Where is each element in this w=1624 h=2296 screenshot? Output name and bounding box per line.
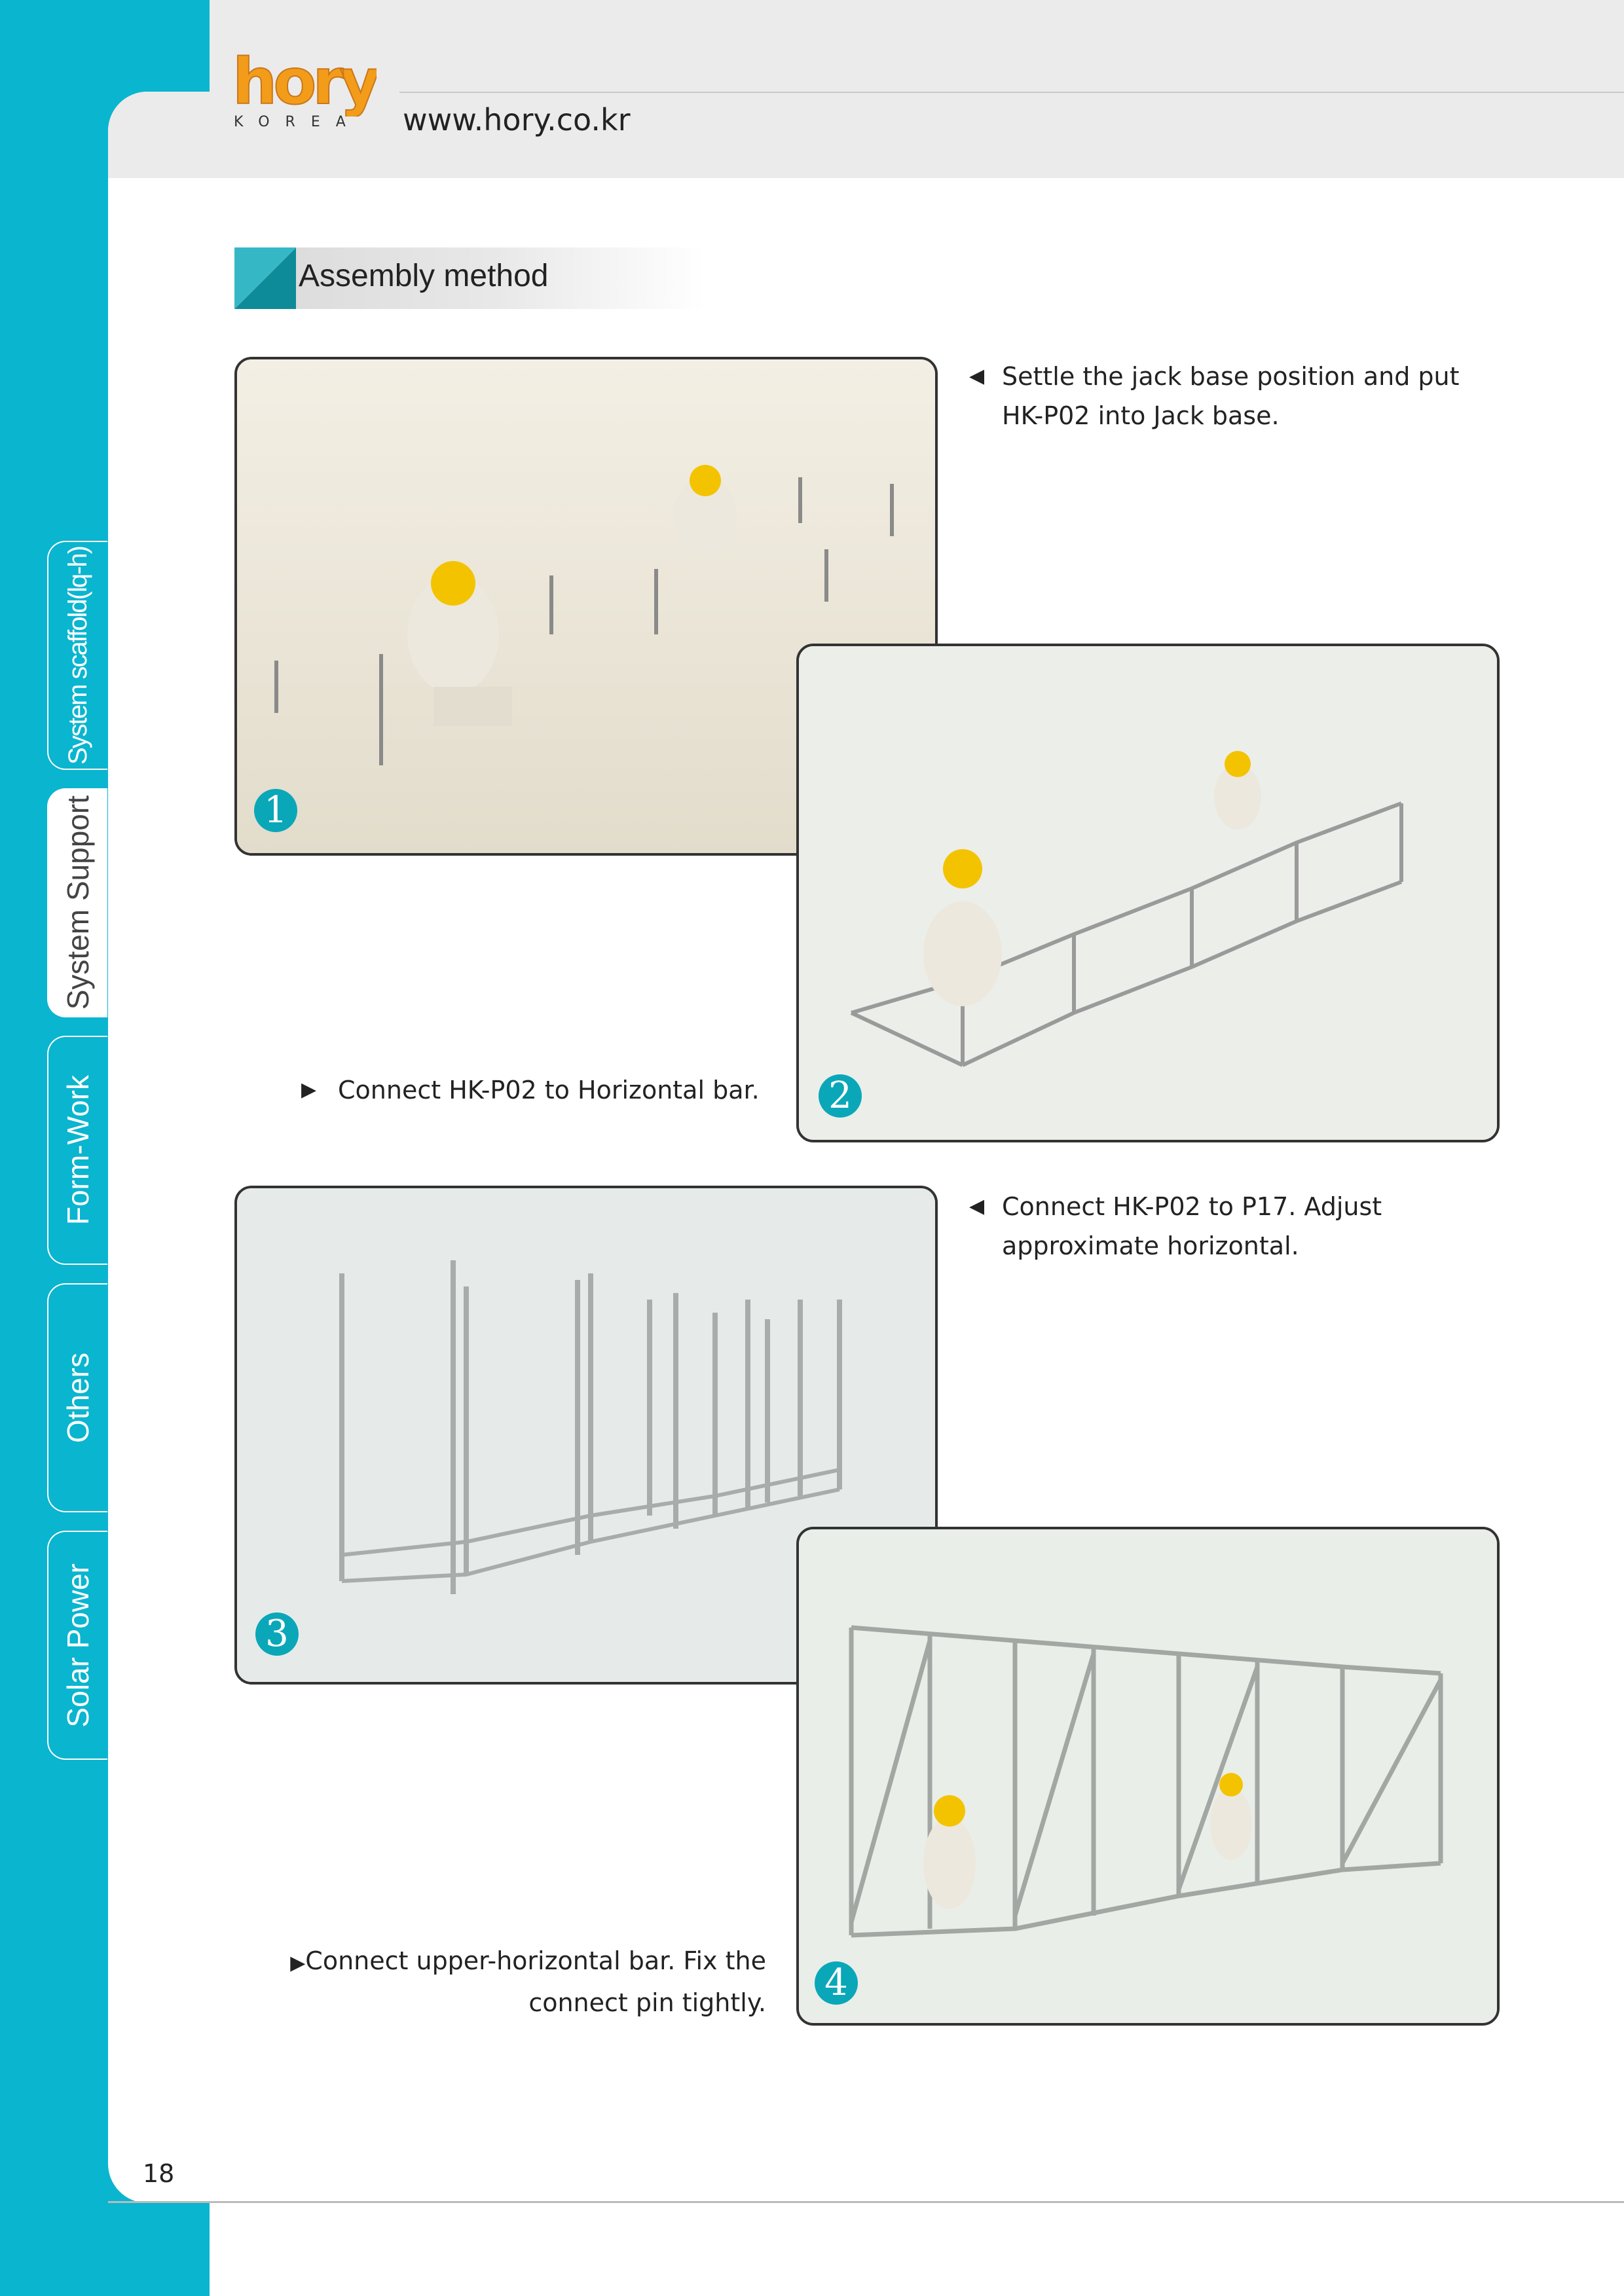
step-badge-3: 3 — [255, 1613, 299, 1656]
section-marker-dark — [234, 247, 296, 309]
caption-step-4: ▶Connect upper-horizontal bar. Fix the connect pin tightly. — [290, 1946, 766, 2017]
photo-step-4 — [796, 1527, 1500, 2026]
tab-solar-power[interactable]: Solar Power — [47, 1531, 107, 1760]
left-arrow-icon: ◀ — [969, 1195, 985, 1218]
tab-system-support[interactable]: System Support — [47, 788, 107, 1017]
photo-step-2 — [796, 644, 1500, 1142]
caption-step-3: ◀ Connect HK-P02 to P17. Adjust approximate horizontal. — [969, 1187, 1473, 1266]
header-divider — [399, 92, 1624, 93]
right-arrow-icon: ▶ — [290, 1952, 306, 1975]
tab-form-work[interactable]: Form-Work — [47, 1036, 107, 1265]
caption-step-1: ◀ Settle the jack base position and put HK-P02 into Jack base. — [969, 357, 1473, 435]
step-badge-1: 1 — [254, 789, 297, 832]
step-badge-4: 4 — [815, 1961, 858, 2005]
logo-subtext: KOREA — [234, 114, 361, 130]
website-url[interactable]: www.hory.co.kr — [403, 102, 631, 137]
footer-divider — [108, 2201, 1624, 2203]
page-number: 18 — [143, 2159, 175, 2188]
right-arrow-icon: ▶ — [301, 1078, 317, 1101]
header-background — [210, 0, 1624, 92]
caption-step-2: ▶ Connect HK-P02 to Horizontal bar. — [301, 1070, 773, 1110]
logo-text: hory — [232, 51, 377, 117]
tab-others[interactable]: Others — [47, 1283, 107, 1512]
left-arrow-icon: ◀ — [969, 365, 985, 388]
step-badge-2: 2 — [819, 1074, 862, 1118]
section-title: Assembly method — [299, 259, 549, 293]
tab-system-scaffold[interactable]: System scaffold(lq-h) — [47, 541, 107, 770]
